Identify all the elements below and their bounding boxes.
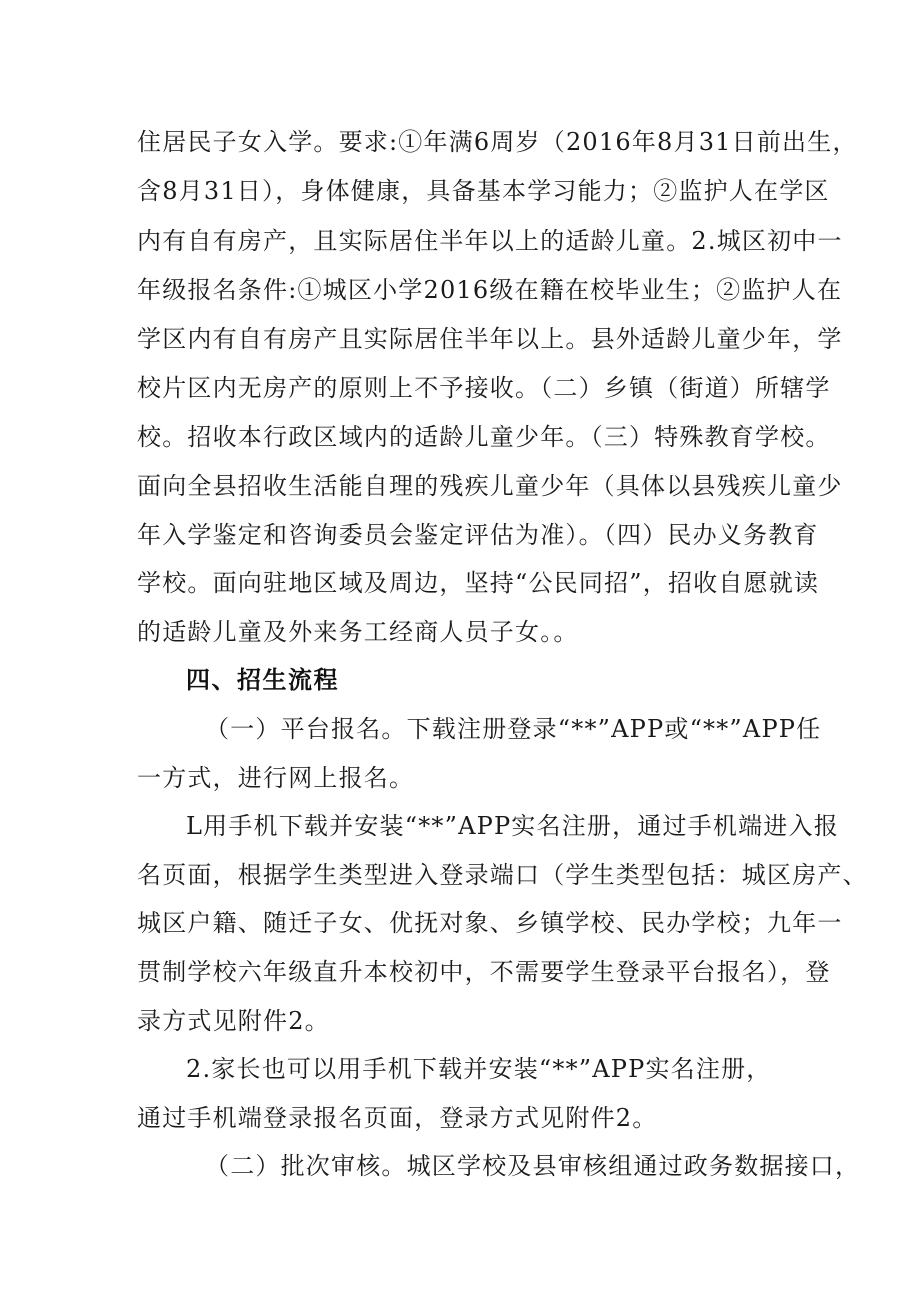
paragraph-line: （二）批次审核。城区学校及县审核组通过政务数据接口， — [205, 1152, 861, 1180]
paragraph-line: 的适龄儿童及外来务工经商人员子女。。 — [137, 618, 579, 646]
paragraph-line: 一方式，进行网上报名。 — [137, 764, 415, 792]
paragraph-line: 通过手机端登录报名页面，登录方式见附件2。 — [137, 1104, 658, 1132]
paragraph-line: 名页面，根据学生类型进入登录端口（学生类型包括：城区房产、 — [137, 861, 868, 889]
paragraph-line: 年级报名条件:①城区小学2016级在籍在校毕业生；②监护人在 — [137, 276, 843, 304]
paragraph-line: 校片区内无房产的原则上不予接收。（二）乡镇（街道）所辖学 — [137, 374, 831, 402]
paragraph-line: 住居民子女入学。要求:①年满6周岁（2016年8月31日前出生， — [137, 128, 858, 156]
paragraph-line: 内有自有房产，且实际居住半年以上的适龄儿童。2.城区初中一 — [137, 227, 843, 255]
section-heading: 四、招生流程 — [186, 666, 339, 694]
paragraph-line: （一）平台报名。下载注册登录“**”APP或“**”APP任 — [205, 715, 822, 743]
paragraph-line: L用手机下载并安装“**”APP实名注册，通过手机端进入报 — [186, 812, 839, 840]
paragraph-line: 学区内有自有房产且实际居住半年以上。县外适龄儿童少年，学 — [137, 325, 843, 353]
paragraph-line: 含8月31日），身体健康，具备基本学习能力；②监护人在学区 — [137, 177, 830, 205]
paragraph-line: 年入学鉴定和咨询委员会鉴定评估为准）。（四）民办义务教育 — [137, 521, 819, 549]
paragraph-line: 录方式见附件2。 — [137, 1007, 330, 1035]
paragraph-line: 校。招收本行政区域内的适龄儿童少年。（三）特殊教育学校。 — [137, 423, 831, 451]
paragraph-line: 2.家长也可以用手机下载并安装“**”APP实名注册， — [186, 1055, 772, 1083]
paragraph-line: 贯制学校六年级直升本校初中，不需要学生登录平台报名），登 — [137, 958, 831, 986]
paragraph-line: 面向全县招收生活能自理的残疾儿童少年（具体以县残疾儿童少 — [137, 472, 843, 500]
paragraph-line: 学校。面向驻地区域及周边，坚持“公民同招”，招收自愿就读 — [137, 569, 820, 597]
paragraph-line: 城区户籍、随迁子女、优抚对象、乡镇学校、民办学校；九年一 — [137, 909, 843, 937]
